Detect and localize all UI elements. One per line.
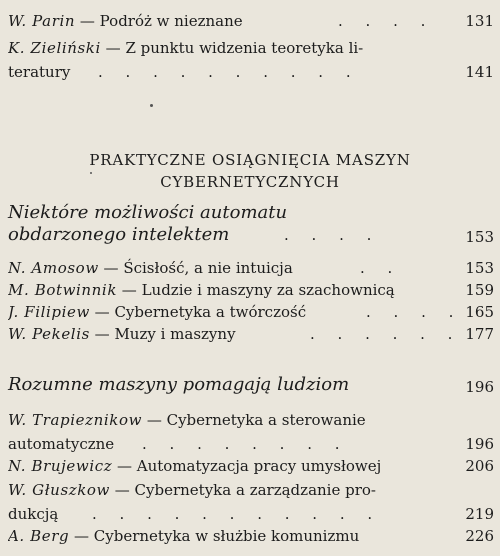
entry-title: Ścisłość, a nie intuicja [123, 259, 293, 277]
chapter-title-line2 [8, 224, 494, 246]
toc-entry-berg [8, 526, 494, 546]
section-heading-line2: CYBERNETYCZNYCH [160, 173, 340, 191]
entry-separator: — [142, 411, 167, 429]
entry-separator: — [110, 481, 135, 499]
entry-title: Ludzie i maszyny za szachownicą [141, 281, 395, 299]
entry-separator: — [69, 527, 94, 545]
entry-author: W. Pekelis [8, 325, 90, 343]
entry-author: M. Botwinnik [8, 281, 118, 299]
entry-title: Automatyzacja pracy umysłowej [136, 457, 382, 475]
entry-author: W. Parin [8, 12, 76, 30]
entry-page-number: 165 [465, 303, 494, 321]
toc-entry-filipiew [8, 302, 494, 322]
entry-page-number: 226 [465, 527, 494, 545]
chapter-title-rozumne [8, 374, 494, 396]
entry-title: Cybernetyka a zarządzanie pro- [134, 481, 376, 499]
entry-page-number: 206 [465, 457, 494, 475]
entry-page-number: 219 [465, 505, 494, 523]
entry-separator: — [117, 281, 142, 299]
entry-author: N. Amosow [8, 259, 99, 277]
entry-page-number: 153 [465, 259, 494, 277]
entry-separator: — [89, 325, 115, 343]
entry-title: Muzy i maszyny [114, 325, 236, 343]
entry-dots: . . . . . . [310, 325, 462, 343]
entry-title: Cybernetyka w służbie komunizmu [93, 527, 360, 545]
toc-entry-gluszkow-cont [8, 504, 494, 524]
toc-entry-gluszkow [8, 480, 494, 500]
entry-title: Podróż w nieznane [99, 12, 243, 30]
entry-page-number: 196 [465, 435, 494, 453]
toc-entry-brujewicz [8, 456, 494, 476]
paper-speck [90, 172, 92, 174]
entry-author: A. Berg [8, 527, 70, 545]
entry-title: dukcją [8, 505, 59, 523]
entry-page-number: 131 [465, 12, 494, 30]
entry-author: J. Filipiew [8, 303, 90, 321]
toc-entry-zielinski [8, 38, 494, 58]
entry-dots: . . . . [284, 226, 381, 244]
entry-separator: — [75, 12, 100, 30]
entry-author: K. Zieliński [8, 39, 101, 57]
entry-dots: . . . . . . . . . . . [92, 505, 382, 523]
entry-dots: . . . . . . . . [142, 435, 349, 453]
chapter-page-number: 153 [465, 228, 494, 246]
toc-entry-pekelis [8, 324, 494, 344]
section-heading-line1: PRAKTYCZNE OSIĄGNIĘCIA MASZYN [89, 151, 411, 169]
entry-dots: . . . . . . . . . . [98, 63, 360, 81]
paper-speck [150, 104, 153, 107]
toc-entry-amosow [8, 258, 494, 278]
entry-dots: . . . . [338, 12, 435, 30]
chapter-title-text: Rozumne maszyny pomagają ludziom [8, 374, 350, 395]
toc-entry-trapieznikow-cont [8, 434, 494, 454]
toc-entry-parin [8, 11, 494, 31]
entry-title: Cybernetyka a twórczość [114, 303, 307, 321]
entry-separator: — [100, 39, 126, 57]
toc-entry-trapieznikow [8, 410, 494, 430]
chapter-title-text: obdarzonego intelektem [8, 224, 230, 245]
entry-author: W. Głuszkow [8, 481, 110, 499]
chapter-title-line1: Niektóre możliwości automatu [8, 202, 288, 223]
entry-separator: — [89, 303, 115, 321]
entry-dots: . . [360, 259, 402, 277]
entry-title: automatyczne [8, 435, 115, 453]
entry-page-number: 177 [465, 325, 494, 343]
chapter-page-number: 196 [465, 378, 494, 396]
entry-dots: . . . . [366, 303, 463, 321]
entry-separator: — [112, 457, 137, 475]
entry-author: W. Trapieznikow [8, 411, 143, 429]
toc-entry-zielinski-cont [8, 62, 494, 82]
entry-separator: — [98, 259, 124, 277]
entry-author: N. Brujewicz [8, 457, 113, 475]
entry-page-number: 141 [465, 63, 494, 81]
entry-title: Z punktu widzenia teoretyka li- [125, 39, 364, 57]
entry-title: Cybernetyka a sterowanie [166, 411, 366, 429]
toc-entry-botwinnik [8, 280, 494, 300]
entry-title: teratury [8, 63, 71, 81]
entry-page-number: 159 [465, 281, 494, 299]
